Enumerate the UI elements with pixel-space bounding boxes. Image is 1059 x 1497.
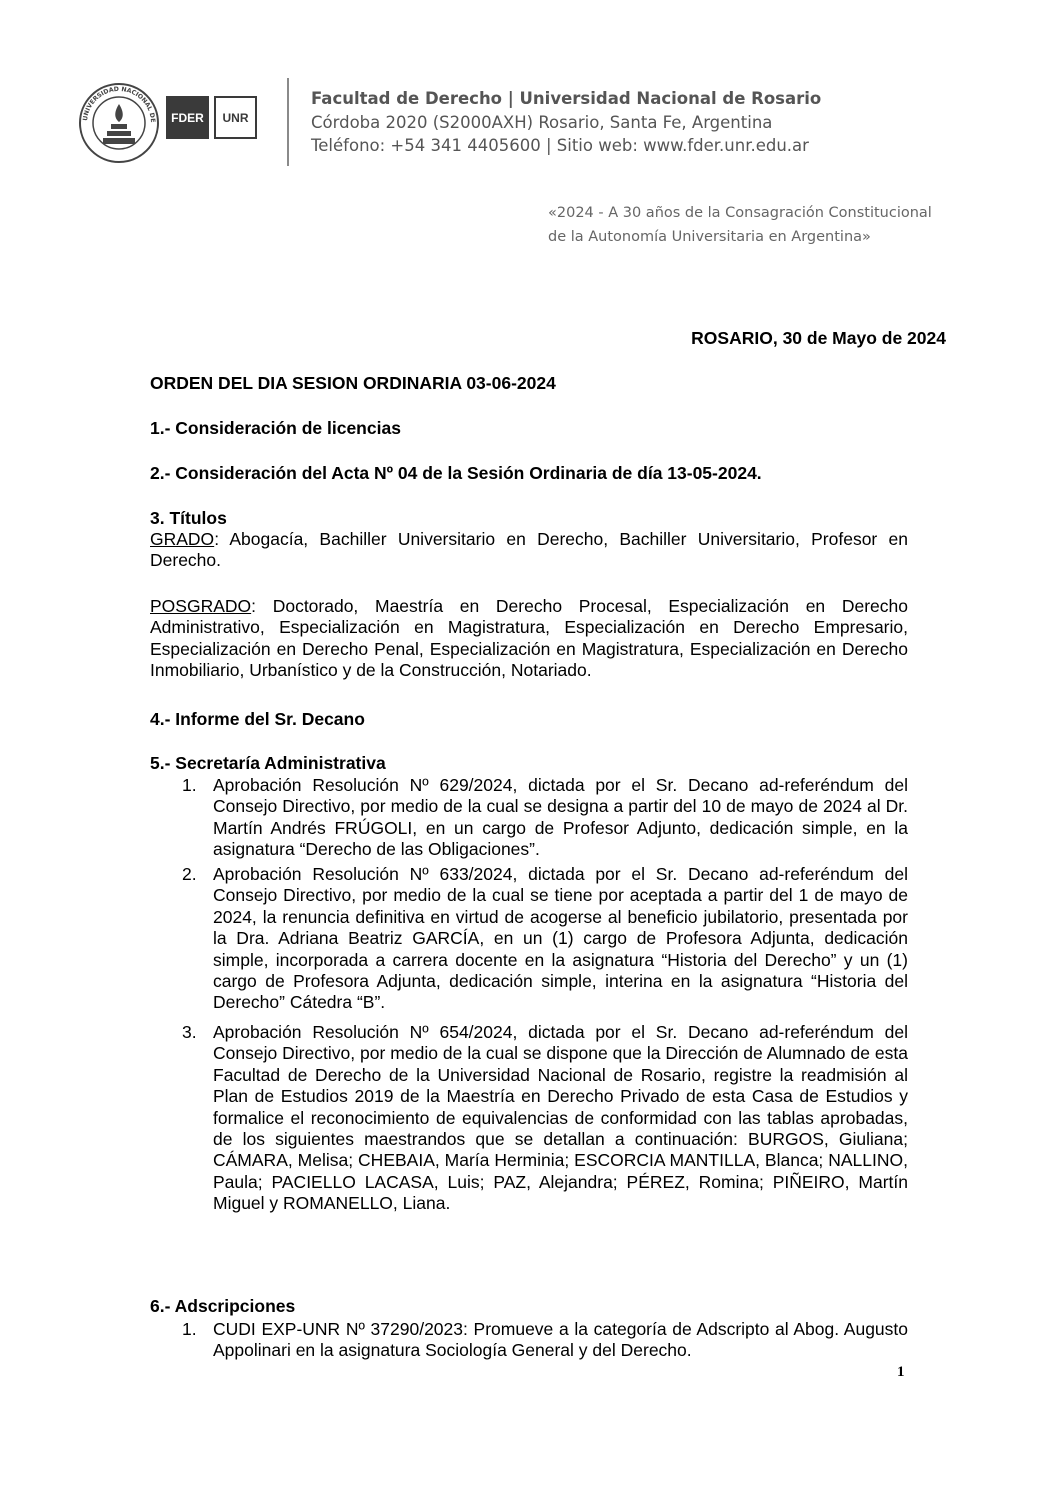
section-6-heading: 6.- Adscripciones (150, 1296, 296, 1316)
s5-item-2-text: Aprobación Resolución Nº 633/2024, dictada por el Sr. Decano ad-referéndum del Consejo Directivo, por medio de la cual se tiene por aceptada a partir del 1 de mayo de 2024, la renuncia definitiva en virtud de acogerse al beneficio jubilatorio, presentada por la Dra. Adriana Beatriz GARCÍA, en un (1) cargo de Profesora Adjunta, dedicación simple, incorporada a carrera docente en la asignatura “Historia del Derecho” y un (1) cargo de Profesora Adjunta, dedicación simple, interina en la asignatura “Historia del Derecho” Cátedra “B”. (213, 864, 908, 1013)
s5-item-1-text: Aprobación Resolución Nº 629/2024, dictada por el Sr. Decano ad-referéndum del Consejo Directivo, por medio de la cual se designa a partir del 10 de mayo de 2024 al Dr. Martín Andrés FRÚGOLI, en un cargo de Profesor Adjunto, dedicación simple, en la asignatura “Derecho de las Obligaciones”. (213, 775, 908, 860)
posgrado-label: POSGRADO (150, 596, 252, 616)
s6-item-1-number: 1. (182, 1319, 197, 1339)
header-institution: Facultad de Derecho | Universidad Nacional de Rosario (311, 89, 822, 108)
posgrado-text: : Doctorado, Maestría en Derecho Procesal, Especialización en Derecho Administrativo, Especialización en Magistratura, Especialización en Derecho Empresario, Especialización en Derecho Penal, Especialización en Magistratura, Especialización en Derecho Inmobiliario, Urbanístico y de la Construcción, Notariado. (150, 596, 908, 681)
section-3-heading: 3. Títulos (150, 508, 227, 528)
grado-label: GRADO (150, 529, 215, 549)
university-seal-logo (78, 82, 160, 164)
header-motto-line2: de la Autonomía Universitaria en Argentina» (548, 229, 871, 245)
seal-text: UNIVERSIDAD NACIONAL DE (82, 85, 157, 123)
header-contact: Teléfono: +54 341 4405600 | Sitio web: www.fder.unr.edu.ar (311, 136, 809, 155)
section-5-heading: 5.- Secretaría Administrativa (150, 753, 386, 773)
header-divider (287, 78, 289, 166)
s5-item-1-number: 1. (182, 775, 197, 795)
unr-logo: UNR (214, 96, 257, 139)
s5-item-3-text: Aprobación Resolución Nº 654/2024, dictada por el Sr. Decano ad-referéndum del Consejo Directivo, por medio de la cual se dispone que la Dirección de Alumnado de esta Facultad de Derecho de la Universidad Nacional de Rosario, registre la readmisión al Plan de Estudios 2019 de la Maestría en Derecho Privado de esta Casa de Estudios y formalice el reconocimiento de equivalencias de conformidad con las tablas aprobadas, de los siguientes maestrandos que se detallan a continuación: BURGOS, Giuliana; CÁMARA, Melisa; CHEBAIA, María Herminia; ESCORCIA MANTILLA, Blanca; NALLINO, Paula; PACIELLO LACASA, Luis; PAZ, Alejandra; PÉREZ, Romina; PIÑEIRO, Martín Miguel y ROMANELLO, Liana. (213, 1022, 908, 1214)
section-2-heading: 2.- Consideración del Acta Nº 04 de la Sesión Ordinaria de día 13-05-2024. (150, 463, 762, 483)
date-line: ROSARIO, 30 de Mayo de 2024 (691, 328, 946, 348)
grado-text: : Abogacía, Bachiller Universitario en Derecho, Bachiller Universitario, Profesor en Derecho. (150, 529, 908, 571)
header-address: Córdoba 2020 (S2000AXH) Rosario, Santa Fe, Argentina (311, 113, 773, 132)
posgrado-paragraph (150, 596, 908, 682)
s5-item-2-number: 2. (182, 864, 197, 884)
header-motto-line1: «2024 - A 30 años de la Consagración Constitucional (548, 205, 932, 221)
page-number: 1 (897, 1364, 905, 1380)
s5-item-3-number: 3. (182, 1022, 197, 1042)
document-title: ORDEN DEL DIA SESION ORDINARIA 03-06-2024 (150, 373, 556, 393)
fder-logo: FDER (166, 96, 209, 139)
section-1-heading: 1.- Consideración de licencias (150, 418, 401, 438)
grado-paragraph (150, 529, 908, 572)
s6-item-1-text: CUDI EXP-UNR Nº 37290/2023: Promueve a la categoría de Adscripto al Abog. Augusto Appolinari en la asignatura Sociología General y del Derecho. (213, 1319, 908, 1361)
section-4-heading: 4.- Informe del Sr. Decano (150, 709, 365, 729)
